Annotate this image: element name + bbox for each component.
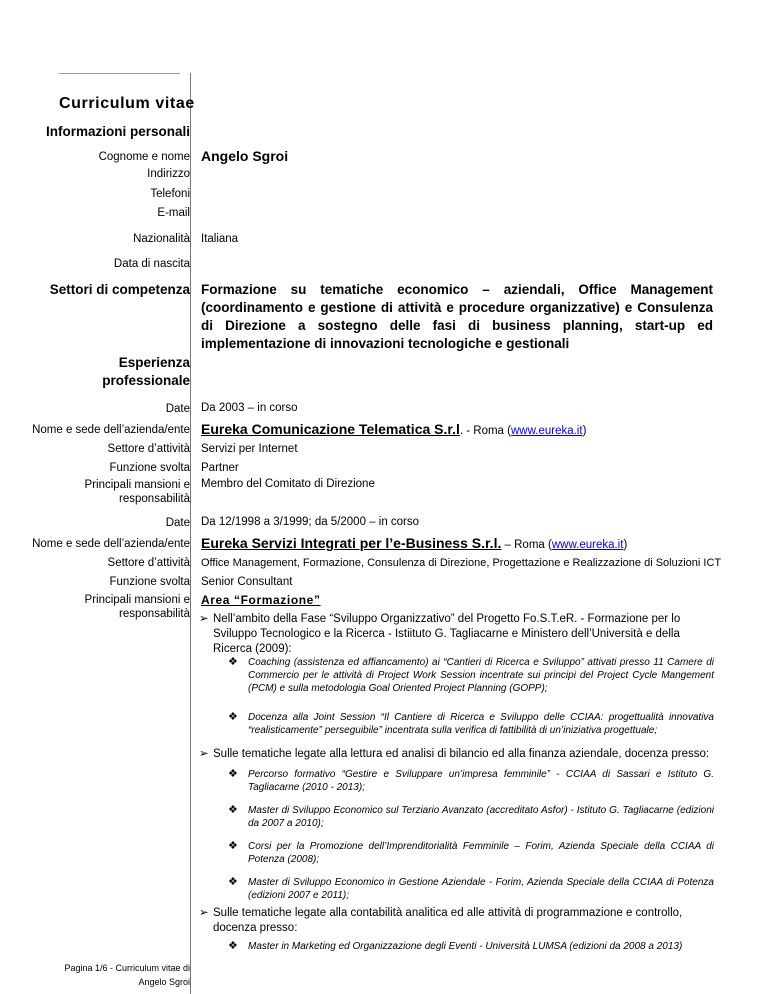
job1-employer-name: Eureka Comunicazione Telematica S.r.l (201, 421, 460, 437)
bullet-3-text: Sulle tematiche legate alla contabilità analitica ed alle attività di programmazione e controllo, docenza presso: (213, 907, 683, 934)
job1-employer-close: ) (582, 425, 587, 437)
job2-sector-label: Settore d’attività (107, 557, 190, 569)
job2-date-label: Date (165, 517, 190, 529)
diamond-bullet-icon: ❖ (228, 876, 238, 888)
experience-heading-line2: professionale (102, 373, 190, 388)
header-divider (59, 73, 180, 74)
bullet-1-text: Nell’ambito della Fase “Sviluppo Organizzativo” del Progetto Fo.S.T.eR. - Formazione per lo Sviluppo Tecnologico e la Ricerca - Istiituto G. Tagliacarne e Ministero dell’Università e della Ricerca (2009): (213, 613, 681, 655)
diamond-bullet-icon: ❖ (228, 804, 238, 816)
job2-employer-label: Nome e sede dell’azienda/ente (32, 538, 190, 550)
footer-line-1: Pagina 1/6 - Curriculum vitae di (64, 963, 190, 973)
job2-date-value: Da 12/1998 a 3/1999; da 5/2000 – in corso (201, 516, 420, 528)
job1-date-label: Date (165, 403, 190, 415)
bullet-2-text: Sulle tematiche legate alla lettura ed analisi di bilancio ed alla finanza aziendale, docenza presso: (213, 748, 710, 760)
sub-bullet-2-2-text: Master di Sviluppo Economico sul Terziario Avanzato (accreditato Asfor) - Istituto G. Tagliacarne (edizioni da 2007 a 2010); (248, 805, 714, 829)
birthdate-label: Data di nascita (113, 258, 190, 270)
job1-function-label: Funzione svolta (109, 462, 190, 474)
job1-duties-label-line2: responsabilità (119, 493, 190, 505)
sub-bullet-3-1-text: Master in Marketing ed Organizzazione degli Eventi - Università LUMSA (edizioni da 2008 a 2013) (248, 941, 683, 952)
sub-bullet-1-2-text: Docenza alla Joint Session “Il Cantiere di Ricerca e Sviluppo delle CCIAA: progettualità innovativa “realisticamente” perseguibile” incentrata sulla verifica di fattibilità di un’iniziativa progettuale; (248, 712, 714, 736)
job2-sector-value: Office Management, Formazione, Consulenza di Direzione, Progettazione e Realizzazione di Soluzioni ICT (201, 557, 722, 569)
job2-website-link[interactable]: www.eureka.it (551, 539, 624, 551)
job1-duties-label-line1: Principali mansioni e (84, 479, 190, 491)
bullet-1 (199, 612, 715, 657)
bullet-3 (199, 906, 715, 936)
job2-employer-name: Eureka Servizi Integrati per l’e-Business S.r.l. (201, 535, 502, 551)
job2-duties-label (85, 593, 190, 621)
page-footer (64, 961, 190, 989)
arrow-bullet-icon: ➢ (199, 748, 209, 760)
personal-info-heading: Informazioni personali (45, 124, 190, 139)
surname-value: Angelo Sgroi (201, 148, 289, 164)
diamond-bullet-icon: ❖ (228, 840, 238, 852)
experience-heading-line1: Esperienza (118, 355, 190, 370)
job1-duties-value: Membro del Comitato di Direzione (201, 478, 375, 490)
sub-bullet-1-1-text: Coaching (assistenza ed affiancamento) ai “Cantieri di Ricerca e Sviluppo” attivati presso 11 Camere di Commercio per le attività di Project Work Session incentrate sui principi del Project Cycle Mangement (PCM) e sulla metodologia Goal Oriented Project Planning (GOPP); (248, 657, 714, 694)
arrow-bullet-icon: ➢ (199, 613, 209, 625)
diamond-bullet-icon: ❖ (228, 768, 238, 780)
job1-function-value: Partner (201, 462, 239, 474)
job2-function-value: Senior Consultant (201, 576, 293, 588)
competences-text: Formazione su tematiche economico – aziendali, Office Management (coordinamento e gestione di attività e procedure organizzative) e Consulenza di Direzione a sostegno delle fasi di business planning, start-up ed implementazione di innovazioni tecnologiche e gestionali (201, 282, 713, 351)
job1-employer-label: Nome e sede dell’azienda/ente (32, 424, 190, 436)
job1-sector-value: Servizi per Internet (201, 443, 298, 455)
column-divider (190, 73, 191, 994)
email-label: E-mail (157, 207, 190, 219)
job1-duties-label (85, 478, 190, 506)
footer-line-2: Angelo Sgroi (138, 977, 190, 987)
sub-bullet-2-3-text: Corsi per la Promozione dell’Imprenditorialità Femminile – Forim, Azienda Speciale della CCIAA di Potenza (2008); (248, 841, 714, 865)
job2-duties-label-line1: Principali mansioni e (84, 594, 190, 606)
phones-label: Telefoni (150, 188, 190, 200)
job2-function-label: Funzione svolta (109, 576, 190, 588)
job2-employer-location: – Roma ( (501, 539, 552, 551)
job1-sector-label: Settore d’attività (107, 443, 190, 455)
bullet-2 (199, 747, 715, 762)
job1-website-link[interactable]: www.eureka.it (510, 425, 583, 437)
nationality-label: Nazionalità (133, 233, 190, 245)
diamond-bullet-icon: ❖ (228, 940, 238, 952)
area-formazione-title: Area “Formazione” (201, 593, 321, 607)
diamond-bullet-icon: ❖ (228, 656, 238, 668)
sub-bullet-2-1-text: Percorso formativo “Gestire e Sviluppare un’impresa femminile” - CCIAA di Sassari e Istituto G. Tagliacarne (2010 - 2013); (248, 769, 714, 793)
arrow-bullet-icon: ➢ (199, 907, 209, 919)
job2-employer-close: ) (623, 539, 628, 551)
job1-date-value: Da 2003 – in corso (201, 402, 298, 414)
experience-heading (102, 354, 190, 390)
job2-employer (201, 535, 627, 551)
address-label: Indirizzo (147, 168, 190, 180)
job2-duties-label-line2: responsabilità (119, 608, 190, 620)
nationality-value: Italiana (201, 233, 239, 245)
surname-label: Cognome e nome (98, 151, 190, 163)
diamond-bullet-icon: ❖ (228, 711, 238, 723)
job1-employer-location: . - Roma ( (459, 425, 511, 437)
job1-employer (201, 421, 586, 437)
competences-label: Settori di competenza (49, 282, 190, 297)
sub-bullet-2-4-text: Master di Sviluppo Economico in Gestione Aziendale - Forim, Azienda Speciale della CCIAA di Potenza (edizioni 2007 e 2011); (248, 877, 714, 901)
document-title: Curriculum vitae (59, 95, 195, 112)
